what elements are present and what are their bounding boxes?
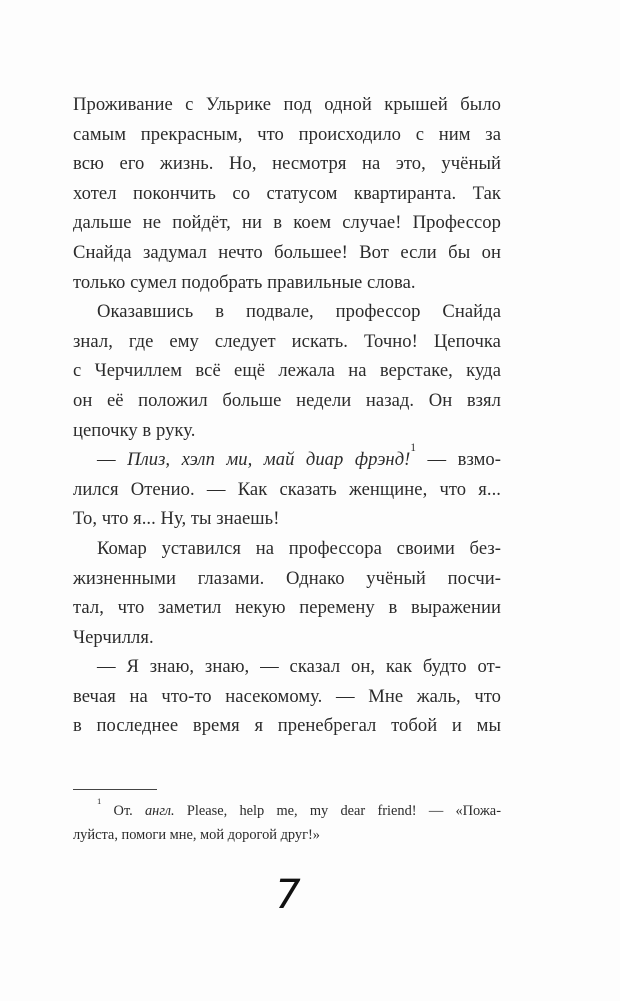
footnote bbox=[73, 796, 501, 847]
text-line: с Черчиллем всё ещё лежала на верстаке, куда bbox=[73, 360, 501, 382]
page-number: 7 bbox=[275, 872, 301, 918]
footnote-reference[interactable]: 1 bbox=[410, 442, 417, 455]
text-line: он её положил больше недели назад. Он взял bbox=[73, 389, 501, 411]
text-line: Черчилля. bbox=[73, 626, 154, 648]
em-dash: — bbox=[97, 449, 116, 471]
footnote-prefix: От. bbox=[113, 803, 133, 819]
text-line: в последнее время я пренебрегал тобой и мы bbox=[73, 715, 501, 737]
text-line: лился Отенио. — Как сказать женщине, что я... bbox=[73, 478, 501, 500]
footnote-language: англ. bbox=[144, 803, 175, 819]
text-line: Оказавшись в подвале, профессор Снайда bbox=[97, 301, 501, 323]
text-line: знал, где ему следует искать. Точно! Цепочка bbox=[73, 330, 501, 352]
text-line: вечая на что-то насекомому. — Мне жаль, что bbox=[73, 685, 501, 707]
footnote-text: Please, help me, my dear friend! — «Пожа- bbox=[186, 803, 501, 819]
text-line: тал, что заметил некую перемену в выражении bbox=[73, 597, 501, 619]
dialogue-rest: — взмо- bbox=[427, 449, 502, 471]
text-line: самым прекрасным, что происходило с ним за bbox=[73, 123, 501, 145]
dialogue-line bbox=[73, 442, 502, 475]
text-line: цепочку в руку. bbox=[73, 419, 196, 441]
text-line: всю его жизнь. Но, несмотря на это, учёный bbox=[73, 153, 501, 175]
footnote-divider bbox=[73, 789, 157, 790]
text-line: Комар уставился на профессора своими без- bbox=[97, 537, 501, 559]
text-line: дальше не пойдёт, ни в коем случае! Профессор bbox=[73, 212, 501, 234]
body-text bbox=[73, 90, 501, 741]
text-line: хотел покончить со статусом квартиранта. Так bbox=[73, 182, 501, 204]
footnote-line bbox=[73, 796, 501, 823]
text-line: только сумел подобрать правильные слова. bbox=[73, 271, 416, 293]
text-line: Проживание с Ульрике под одной крышей было bbox=[73, 94, 501, 115]
text-line: жизненными глазами. Однако учёный посчи- bbox=[73, 567, 501, 589]
text-line: — Я знаю, знаю, — сказал он, как будто от- bbox=[97, 656, 501, 678]
italic-english-phrase: Плиз, хэлп ми, май диар фрэнд! bbox=[127, 449, 411, 471]
text-line: То, что я... Ну, ты знаешь! bbox=[73, 508, 280, 530]
footnote-line: луйста, помоги мне, мой дорогой друг!» bbox=[73, 827, 320, 843]
text-line: Снайда задумал нечто большее! Вот если бы он bbox=[73, 241, 501, 263]
footnote-marker: 1 bbox=[97, 796, 102, 806]
